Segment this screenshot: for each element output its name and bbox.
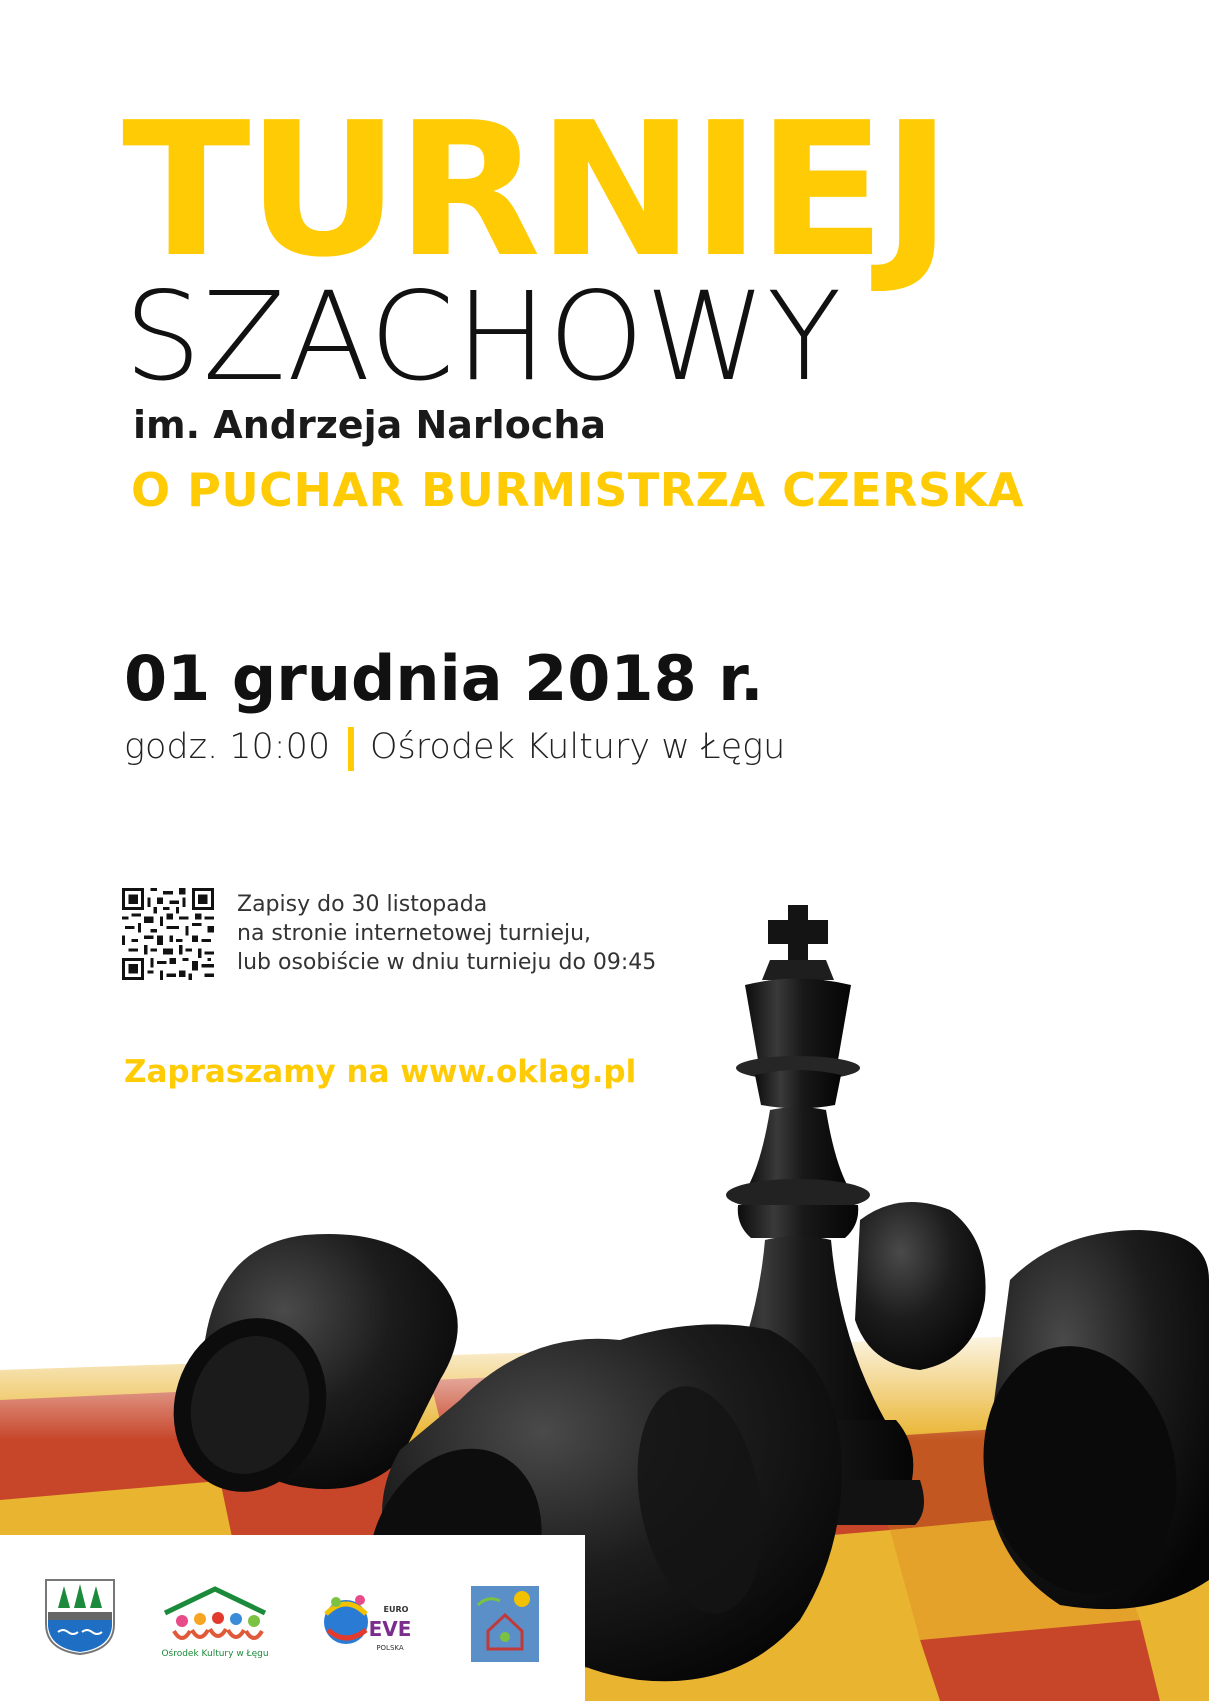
separator-bar: [348, 727, 354, 771]
event-place: Ośrodek Kultury w Łęgu: [370, 727, 786, 767]
okl-caption: Ośrodek Kultury w Łęgu: [161, 1649, 269, 1659]
eve-top: EURO: [383, 1605, 409, 1614]
euro-eve-logo: [316, 1590, 416, 1662]
municipal-coat-of-arms: [44, 1578, 116, 1656]
eve-word: EVE: [368, 1617, 412, 1641]
invite-link[interactable]: Zapraszamy na www.oklag.pl: [124, 1054, 637, 1090]
title-turniej: TURNIEJ: [122, 82, 948, 298]
registration-line-2: na stronie internetowej turnieju,: [237, 921, 592, 946]
registration-line-1: Zapisy do 30 listopada: [237, 892, 488, 917]
title-szachowy: SZACHOWY: [124, 266, 843, 408]
event-time: godz. 10:00: [124, 727, 331, 767]
fallen-pawn-middle: [855, 1202, 986, 1370]
cup-subtitle: O PUCHAR BURMISTRZA CZERSKA: [131, 463, 1024, 517]
event-date: 01 grudnia 2018 r.: [124, 642, 764, 715]
patron-name: im. Andrzeja Narlocha: [133, 403, 607, 447]
osrodek-kultury-logo: [160, 1585, 270, 1661]
registration-line-3: lub osobiście w dniu turnieju do 09:45: [237, 950, 657, 975]
sponsor-logos: [0, 1535, 585, 1701]
eve-bottom: POLSKA: [376, 1644, 404, 1652]
partner-logo: [470, 1585, 540, 1663]
